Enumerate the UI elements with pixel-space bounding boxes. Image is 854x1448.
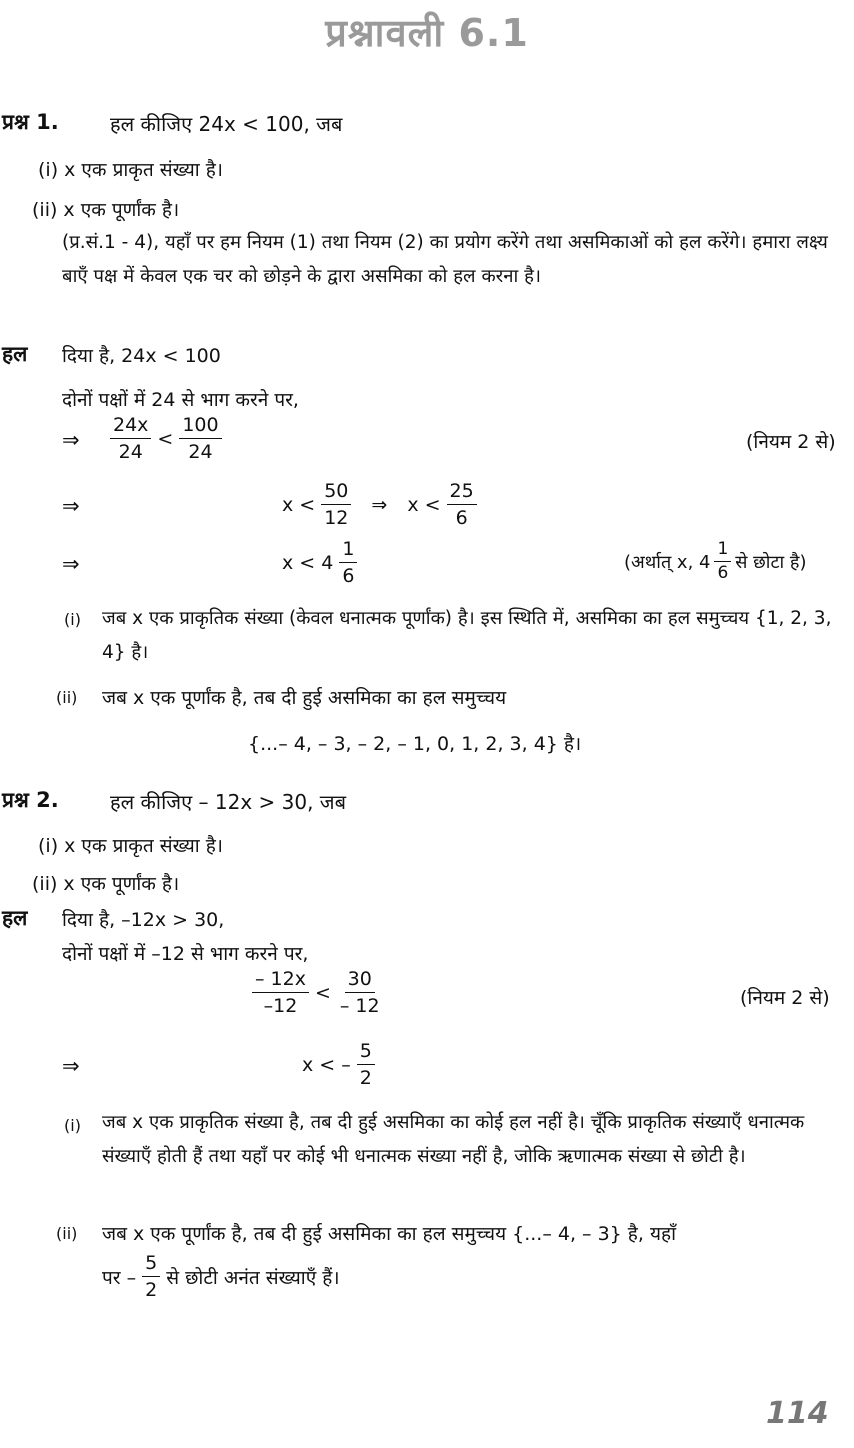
q1-f5-num: 1 xyxy=(339,538,357,563)
q2-result-i-label: (i) xyxy=(64,1116,81,1135)
q1-f3-num: 50 xyxy=(321,480,351,505)
q2-res2b-post: से छोटी अनंत संख्याएँ हैं। xyxy=(166,1266,340,1289)
q1-intro: (प्र.सं.1 - 4), यहाँ पर हम नियम (1) तथा नियम (2) का प्रयोग करेंगे तथा असमिकाओं को हल करेंगे। हमारा लक्ष्य बाएँ पक्ष में केवल एक चर को छोड़ने के द्वारा असमिका को हल करना है। xyxy=(62,232,828,287)
q2-f1-num: – 12x xyxy=(252,968,309,993)
q1-mean-den: 6 xyxy=(717,563,729,583)
q1-mean-pre: (अर्थात् x, 4 xyxy=(624,551,711,573)
q1-f1-num: 24x xyxy=(110,414,151,439)
q2-option-ii: (ii) x एक पूर्णांक है। xyxy=(32,873,180,895)
q2-solution-label: हल xyxy=(2,906,28,930)
q1-xlt4: x < 4 xyxy=(282,551,334,574)
q1-xlt-b: x < xyxy=(407,493,441,516)
q1-option-ii: (ii) x एक पूर्णांक है। xyxy=(32,199,180,221)
q1-implies-2: ⇒ xyxy=(62,494,80,518)
q1-option-i: (i) x एक प्राकृत संख्या है। xyxy=(38,159,223,181)
q1-xlt-a: x < xyxy=(282,493,316,516)
q1-divide-step: दोनों पक्षों में 24 से भाग करने पर, xyxy=(62,389,299,411)
q1-label: प्रश्न 1. xyxy=(2,110,59,134)
q2-given: दिया है, –12x > 30, xyxy=(62,909,225,931)
q2-step-1 xyxy=(252,968,383,1017)
q1-step-1 xyxy=(110,414,222,463)
q1-step-3 xyxy=(282,538,357,587)
q2-text: हल कीजिए – 12x > 30, जब xyxy=(110,790,347,814)
q2-implies-1: ⇒ xyxy=(62,1054,80,1078)
q2-f2-num: 30 xyxy=(345,968,375,993)
q1-rule-note: (नियम 2 से) xyxy=(746,431,836,453)
page-title: प्रश्नावली 6.1 xyxy=(325,11,529,55)
q1-result-ii-set: {...– 4, – 3, – 2, – 1, 0, 1, 2, 3, 4} है। xyxy=(248,733,582,755)
q2-xlt: x < – xyxy=(302,1053,351,1076)
q1-mean-num: 1 xyxy=(714,540,731,562)
q1-result-i: जब x एक प्राकृतिक संख्या (केवल धनात्मक पूर्णांक) है। इस स्थिति में, असमिका का हल समुच्चय {1, 2, 3, 4} है। xyxy=(102,608,832,663)
q1-text: हल कीजिए 24x < 100, जब xyxy=(110,112,343,136)
q2-step-2 xyxy=(302,1040,375,1089)
q1-lt: < xyxy=(157,427,174,450)
page-number: 114 xyxy=(766,1396,829,1431)
q2-rule-note: (नियम 2 से) xyxy=(740,987,830,1009)
q1-mean-post: से छोटा है) xyxy=(735,551,807,573)
q2-label: प्रश्न 2. xyxy=(2,788,59,812)
q2-res2b-den: 2 xyxy=(145,1279,158,1301)
q2-f3-den: 2 xyxy=(359,1067,372,1089)
q1-f4-den: 6 xyxy=(455,507,468,529)
q1-implies-3: ⇒ xyxy=(62,552,80,576)
q1-f2-den: 24 xyxy=(188,441,213,463)
q2-f2-den: – 12 xyxy=(339,995,380,1017)
q2-f1-den: –12 xyxy=(263,995,298,1017)
q1-given: दिया है, 24x < 100 xyxy=(62,345,221,367)
q2-lt: < xyxy=(314,981,331,1004)
q2-res2b-num: 5 xyxy=(142,1252,160,1277)
q2-res2b-pre: पर – xyxy=(102,1266,137,1289)
q1-f4-num: 25 xyxy=(447,480,477,505)
q1-f5-den: 6 xyxy=(342,565,355,587)
q1-step-2 xyxy=(282,480,477,529)
q2-option-i: (i) x एक प्राकृत संख्या है। xyxy=(38,835,223,857)
q2-f3-num: 5 xyxy=(357,1040,375,1065)
q1-result-ii: जब x एक पूर्णांक है, तब दी हुई असमिका का हल समुच्चय xyxy=(102,687,507,709)
q2-result-ii-cont xyxy=(102,1252,340,1301)
q2-divide-step: दोनों पक्षों में –12 से भाग करने पर, xyxy=(62,943,309,965)
q1-implies-inline: ⇒ xyxy=(371,493,388,516)
q1-solution-label: हल xyxy=(2,342,28,366)
q2-result-ii: जब x एक पूर्णांक है, तब दी हुई असमिका का हल समुच्चय {...– 4, – 3} है, यहाँ xyxy=(102,1223,677,1245)
q1-result-ii-label: (ii) xyxy=(56,688,78,707)
q1-f3-den: 12 xyxy=(324,507,349,529)
q1-f1-den: 24 xyxy=(118,441,143,463)
q1-implies-1: ⇒ xyxy=(62,428,80,452)
q1-f2-num: 100 xyxy=(179,414,221,439)
q2-result-ii-label: (ii) xyxy=(56,1224,78,1243)
q1-meaning-note xyxy=(624,540,807,583)
q2-result-i: जब x एक प्राकृतिक संख्या है, तब दी हुई असमिका का कोई हल नहीं है। चूँकि प्राकृतिक संख्याएँ धनात्मक संख्याएँ होती हैं तथा यहाँ पर कोई भी धनात्मक संख्या नहीं है, जोकि ऋणात्मक संख्या से छोटी है। xyxy=(102,1112,805,1167)
q1-result-i-label: (i) xyxy=(64,610,81,629)
